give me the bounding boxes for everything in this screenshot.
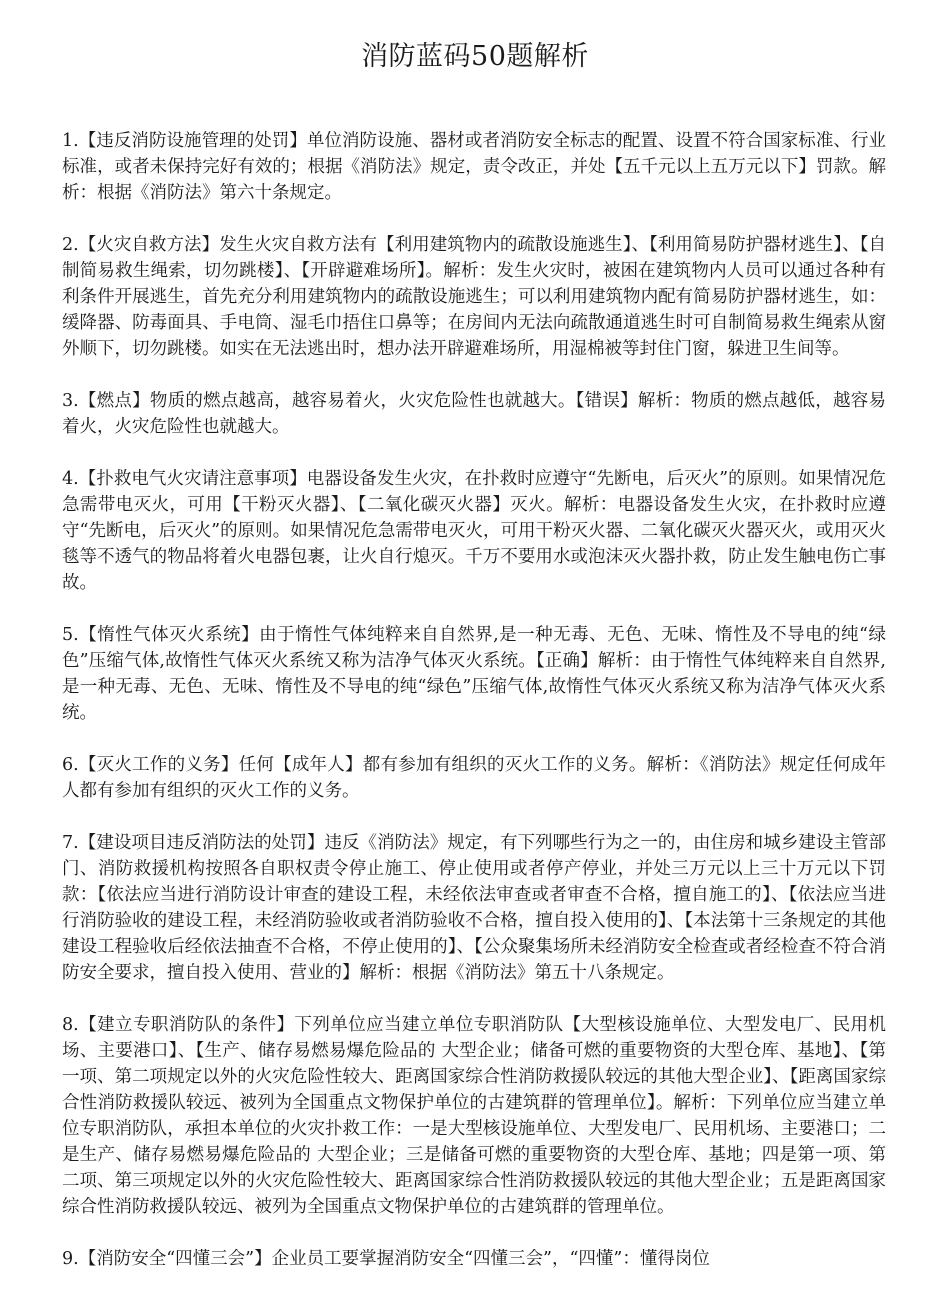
document-title: 消防蓝码50题解析 (361, 41, 589, 72)
paragraph-3: 3.【燃点】物质的燃点越高，越容易着火，火灾危险性也就越大。【错误】解析：物质的燃点越低，越容易着火，火灾危险性也就越大。 (62, 391, 886, 437)
paragraph-2: 2.【火灾自救方法】发生火灾自救方法有【利用建筑物内的疏散设施逃生】、【利用简易防护器材逃生】、【自制简易救生绳索，切勿跳楼】、【开辟避难场所】。解析：发生火灾时，被困在建筑物内人员可以通过各种有利条件开展逃生，首先充分利用建筑物内的疏散设施逃生；可以利用建筑物内配有简易防护器材逃生，如：缓降器、防毒面具、手电筒、湿毛巾捂住口鼻等；在房间内无法向疏散通道逃生时可自制简易救生绳索从窗外顺下，切勿跳楼。如实在无法逃出时，想办法开辟避难场所，用湿棉被等封住门窗，躲进卫生间等。 (62, 235, 886, 359)
paragraph-4: 4.【扑救电气火灾请注意事项】电器设备发生火灾，在扑救时应遵守“先断电，后灭火”的原则。如果情况危急需带电灭火，可用【干粉灭火器】、【二氧化碳灭火器】灭火。解析：电器设备发生火灾，在扑救时应遵守“先断电，后灭火”的原则。如果情况危急需带电灭火，可用干粉灭火器、二氧化碳灭火器灭火，或用灭火毯等不透气的物品将着火电器包裹，让火自行熄灭。千万不要用水或泡沫灭火器扑救，防止发生触电伤亡事故。 (62, 469, 886, 593)
document-body (62, 128, 886, 1298)
paragraph-1: 1.【违反消防设施管理的处罚】单位消防设施、器材或者消防安全标志的配置、设置不符合国家标准、行业标准，或者未保持完好有效的；根据《消防法》规定，责令改正，并处【五千元以上五万元以下】罚款。解析：根据《消防法》第六十条规定。 (62, 131, 886, 203)
paragraph-5: 5.【惰性气体灭火系统】由于惰性气体纯粹来自自然界,是一种无毒、无色、无味、惰性及不导电的纯“绿色”压缩气体,故惰性气体灭火系统又称为洁净气体灭火系统。【正确】解析：由于惰性气体纯粹来自自然界,是一种无毒、无色、无味、惰性及不导电的纯“绿色”压缩气体,故惰性气体灭火系统又称为洁净气体灭火系统。 (62, 625, 886, 723)
paragraph-6: 6.【灭火工作的义务】任何【成年人】都有参加有组织的灭火工作的义务。解析：《消防法》规定任何成年人都有参加有组织的灭火工作的义务。 (62, 755, 886, 801)
paragraph-8: 8.【建立专职消防队的条件】下列单位应当建立单位专职消防队【大型核设施单位、大型发电厂、民用机场、主要港口】、【生产、储存易燃易爆危险品的 大型企业；储备可燃的重要物资的大型仓库、基地】、【第一项、第二项规定以外的火灾危险性较大、距离国家综合性消防救援队较远的其他大型企业】、【距离国家综合性消防救援队较远、被列为全国重点文物保护单位的古建筑群的管理单位】。解析：下列单位应当建立单位专职消防队，承担本单位的火灾扑救工作：一是大型核设施单位、大型发电厂、民用机场、主要港口；二是生产、储存易燃易爆危险品的 大型企业；三是储备可燃的重要物资的大型仓库、基地；四是第一项、第二项、第三项规定以外的火灾危险性较大、距离国家综合性消防救援队较远的其他大型企业；五是距离国家综合性消防救援队较远、被列为全国重点文物保护单位的古建筑群的管理单位。 (62, 1015, 886, 1217)
paragraph-7: 7.【建设项目违反消防法的处罚】违反《消防法》规定，有下列哪些行为之一的，由住房和城乡建设主管部门、消防救援机构按照各自职权责令停止施工、停止使用或者停产停业，并处三万元以上三十万元以下罚款：【依法应当进行消防设计审查的建设工程，未经依法审查或者审查不合格，擅自施工的】、【依法应当进行消防验收的建设工程，未经消防验收或者消防验收不合格，擅自投入使用的】、【本法第十三条规定的其他建设工程验收后经依法抽查不合格，不停止使用的】、【公众聚集场所未经消防安全检查或者经检查不符合消防安全要求，擅自投入使用、营业的】解析：根据《消防法》第五十八条规定。 (62, 833, 886, 983)
paragraph-9: 9.【消防安全“四懂三会”】企业员工要掌握消防安全“四懂三会”，“四懂”：懂得岗位 (62, 1249, 710, 1269)
